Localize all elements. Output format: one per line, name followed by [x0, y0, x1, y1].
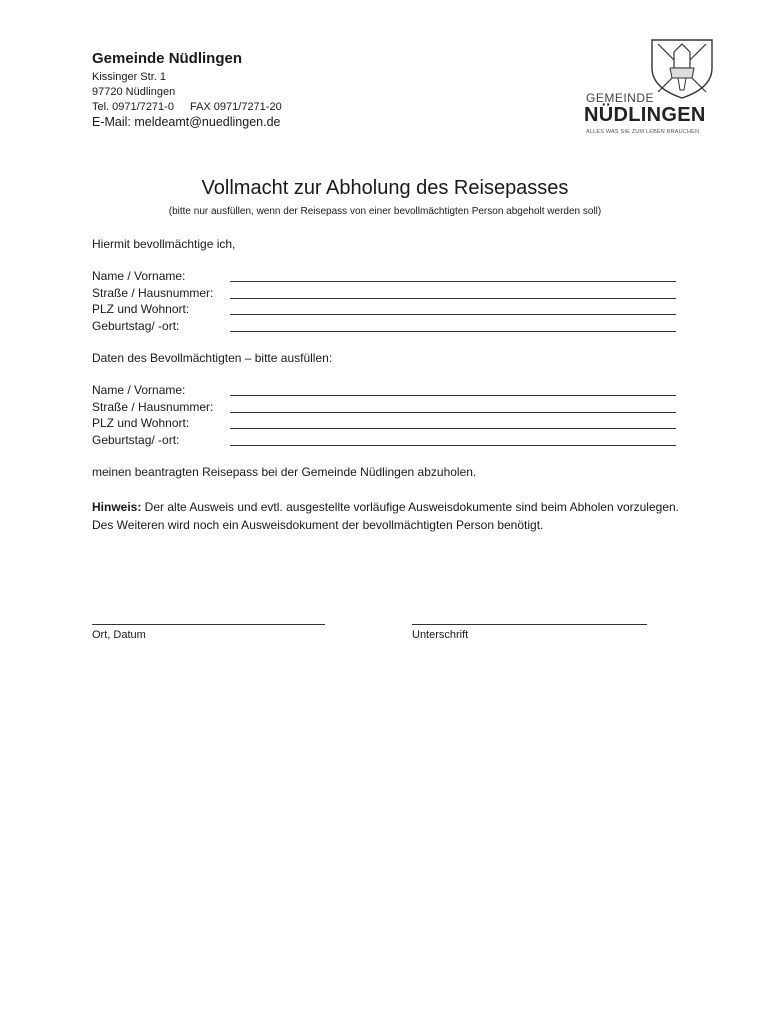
logo-word-gemeinde: GEMEINDE	[586, 91, 655, 105]
delegate-name-field[interactable]	[92, 383, 682, 399]
document-title: Vollmacht zur Abholung des Reisepasses	[201, 177, 569, 199]
fill-line[interactable]	[230, 314, 676, 315]
field-label: Geburtstag/ -ort:	[92, 433, 180, 447]
org-name: Gemeinde Nüdlingen	[92, 50, 243, 67]
applicant-name-field[interactable]	[92, 269, 682, 285]
logo-tagline: ALLES WAS SIE ZUM LEBEN BRAUCHEN	[586, 129, 700, 135]
field-label: Geburtstag/ -ort:	[92, 319, 180, 333]
contact-phone-fax	[92, 100, 282, 114]
applicant-city-field[interactable]	[92, 302, 682, 318]
field-label: PLZ und Wohnort:	[92, 302, 190, 316]
field-label: Name / Vorname:	[92, 269, 186, 283]
address-street: Kissinger Str. 1	[92, 71, 166, 83]
fax-number: FAX 0971/7271-20	[189, 101, 282, 113]
delegate-street-field[interactable]	[92, 400, 682, 416]
note-text: Der alte Ausweis und evtl. ausgestellte vorläufige Ausweisdokumente sind beim Abholen vorzulegen. Des Weiteren wird noch ein Ausweisdokument der bevollmächtigten Person benötigt.	[92, 500, 679, 532]
signature-line[interactable]	[412, 624, 647, 625]
intro-text: Hiermit bevollmächtige ich,	[92, 237, 236, 251]
applicant-street-field[interactable]	[92, 286, 682, 302]
field-label: Straße / Hausnummer:	[92, 286, 214, 300]
place-date-label: Ort, Datum	[92, 629, 146, 641]
field-label: PLZ und Wohnort:	[92, 416, 190, 430]
fill-line[interactable]	[230, 331, 676, 332]
note-label: Hinweis:	[92, 500, 142, 514]
delegate-birth-field[interactable]	[92, 433, 682, 449]
note-paragraph	[92, 498, 692, 534]
address-city: 97720 Nüdlingen	[92, 86, 176, 98]
closing-text: meinen beantragten Reisepass bei der Gemeinde Nüdlingen abzuholen.	[92, 465, 477, 479]
contact-email: E-Mail: meldeamt@nuedlingen.de	[92, 115, 281, 129]
fill-line[interactable]	[230, 281, 676, 282]
field-label: Straße / Hausnummer:	[92, 400, 214, 414]
fill-line[interactable]	[230, 298, 676, 299]
applicant-birth-field[interactable]	[92, 319, 682, 335]
fill-line[interactable]	[230, 445, 676, 446]
fill-line[interactable]	[230, 428, 676, 429]
field-label: Name / Vorname:	[92, 383, 186, 397]
signature-label: Unterschrift	[412, 629, 469, 641]
document-subtitle: (bitte nur ausfüllen, wenn der Reisepass von einer bevollmächtigten Person abgeholt werden soll)	[168, 206, 602, 217]
fill-line[interactable]	[230, 412, 676, 413]
logo-word-nuedlingen: NÜDLINGEN	[584, 104, 706, 126]
section2-heading: Daten des Bevollmächtigten – bitte ausfüllen:	[92, 351, 333, 365]
delegate-city-field[interactable]	[92, 416, 682, 432]
place-date-line[interactable]	[92, 624, 325, 625]
phone-number: Tel. 0971/7271-0	[92, 101, 174, 113]
fill-line[interactable]	[230, 395, 676, 396]
